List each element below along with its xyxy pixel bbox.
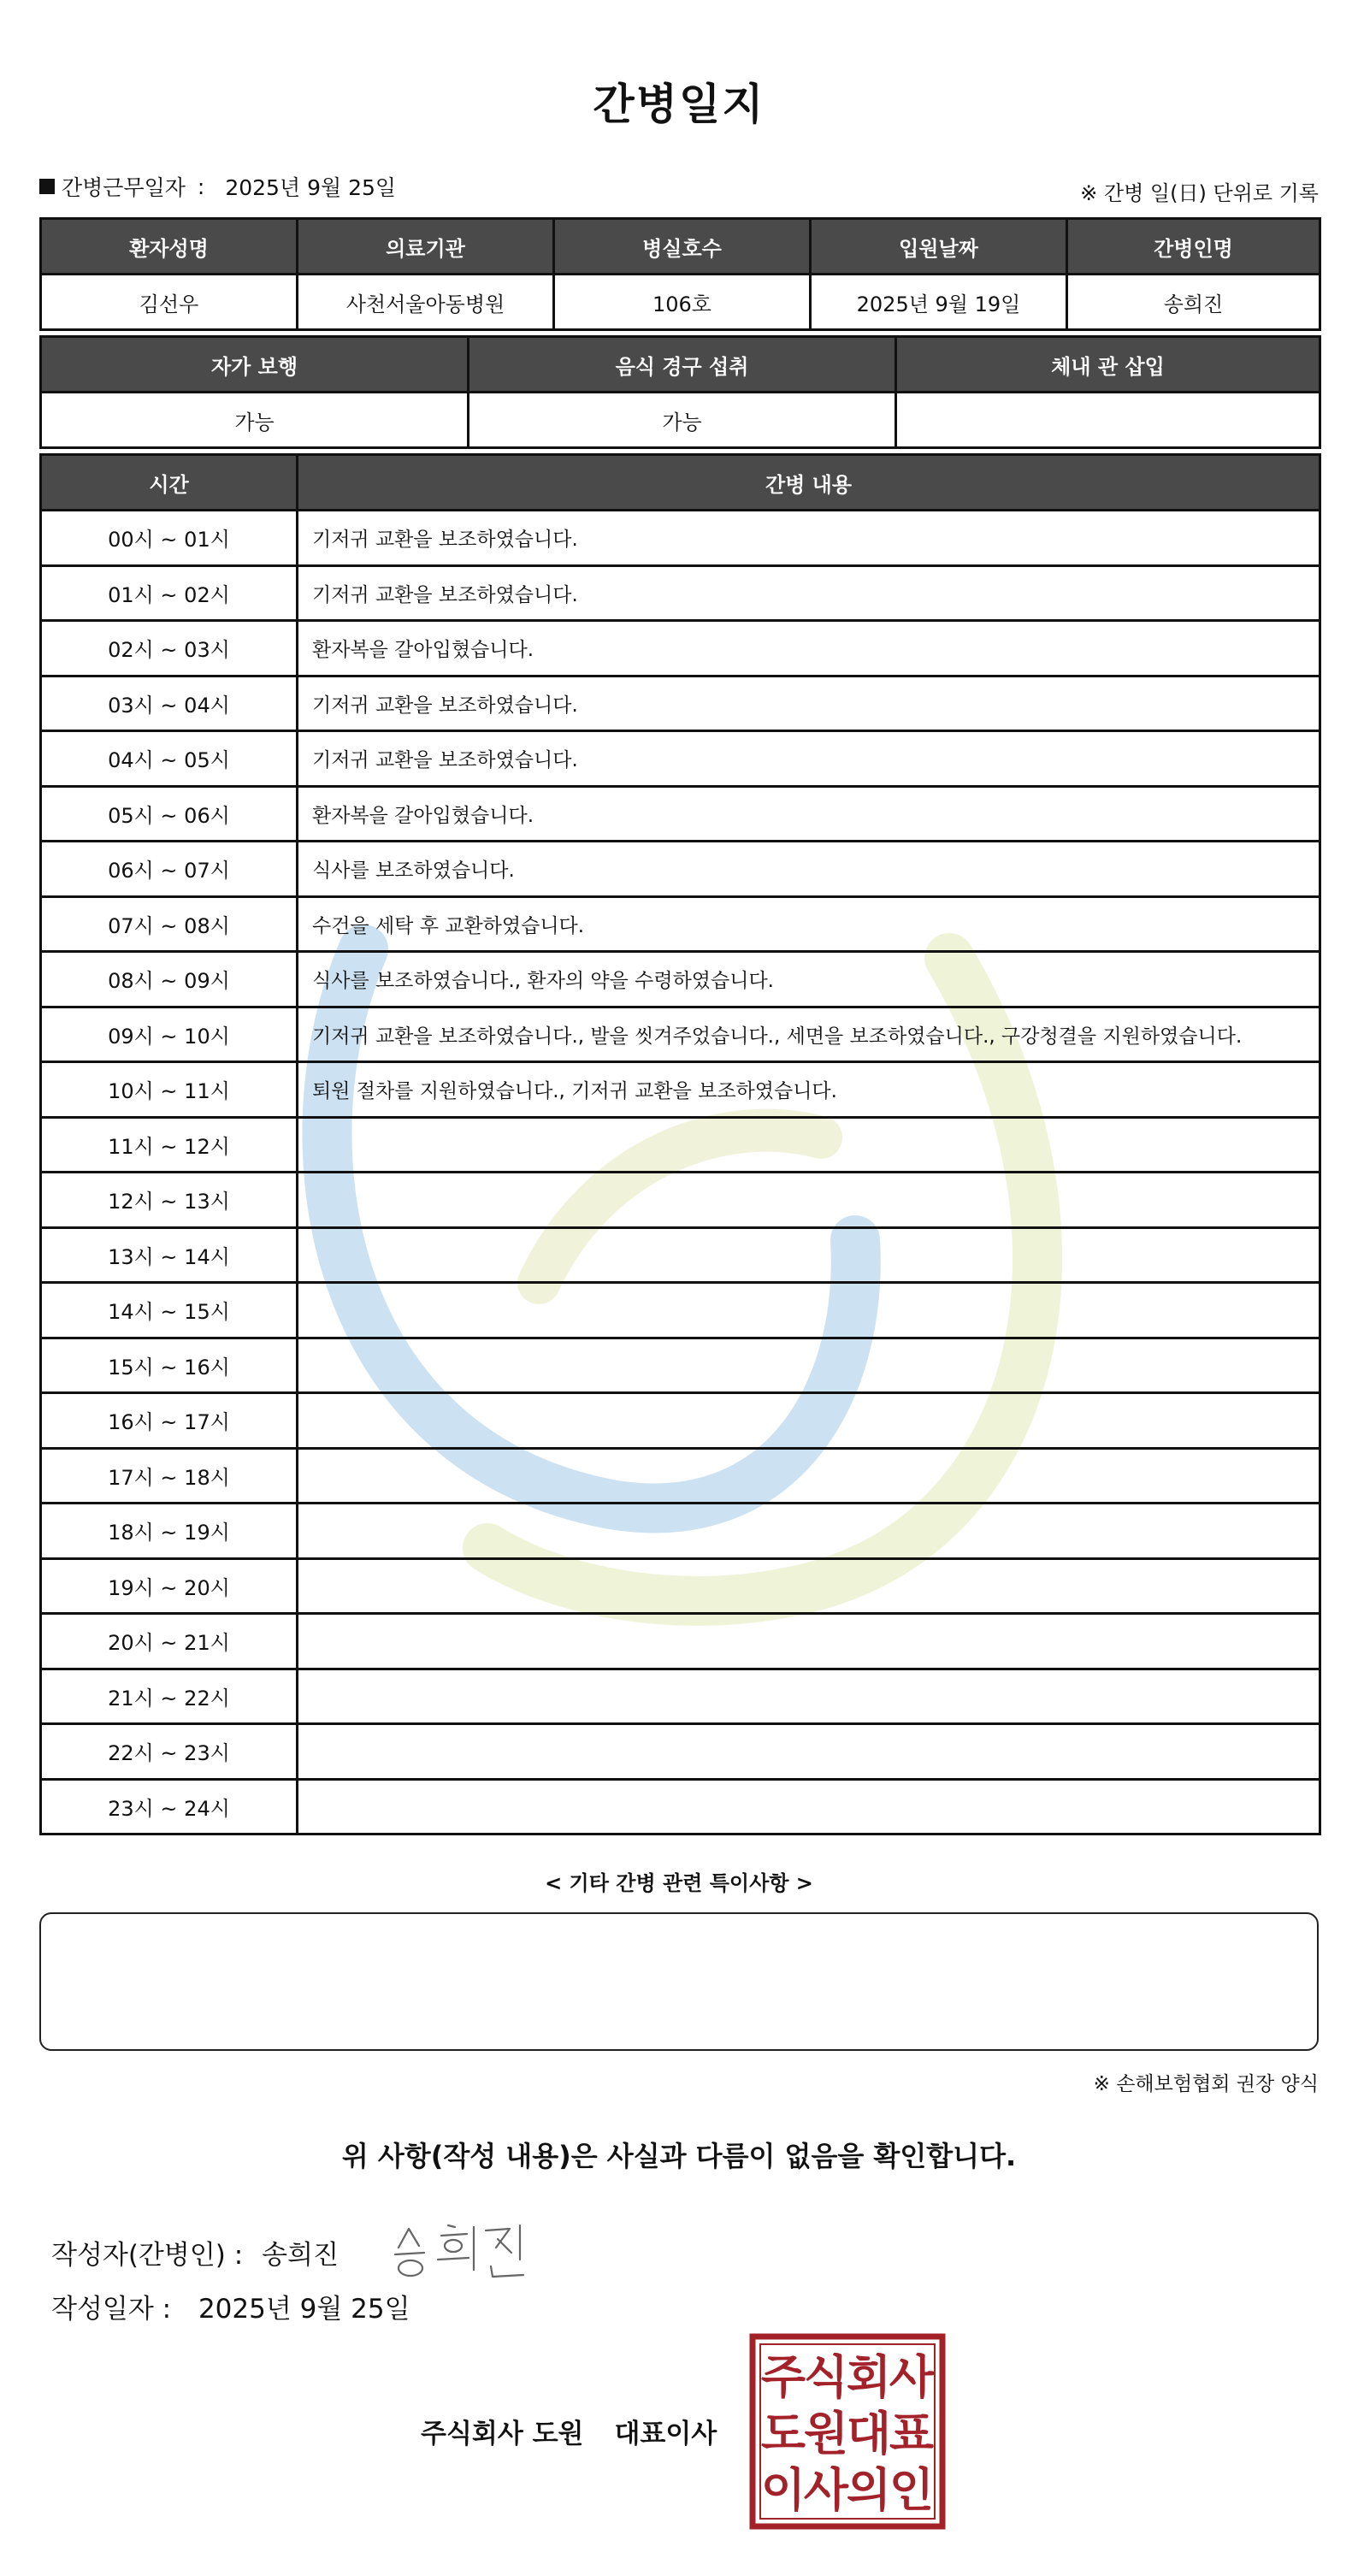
care-content-cell: 환자복을 갈아입혔습니다. <box>298 786 1320 842</box>
time-slot-cell: 01시 ~ 02시 <box>41 565 298 621</box>
header-caregiver-name: 간병인명 <box>1067 219 1320 275</box>
table-row <box>41 1007 1320 1062</box>
care-content-cell: 식사를 보조하였습니다., 환자의 약을 수령하였습니다. <box>298 952 1320 1007</box>
oral-intake-value: 가능 <box>469 393 896 448</box>
seal-character: 이 <box>760 2463 806 2517</box>
time-slot-cell: 23시 ~ 24시 <box>41 1779 298 1835</box>
care-log-rows <box>41 511 1320 1835</box>
table-row <box>41 1448 1320 1504</box>
company-name: 주식회사 도원 <box>421 2419 584 2449</box>
time-slot-cell: 18시 ~ 19시 <box>41 1504 298 1559</box>
care-content-cell <box>298 1448 1320 1504</box>
company-role: 대표이사 <box>614 2419 717 2449</box>
care-content-cell: 기저귀 교환을 보조하였습니다. <box>298 731 1320 787</box>
record-unit-note: ※ 간병 일(日) 단위로 기록 <box>1080 181 1319 205</box>
header-self-walking: 자가 보행 <box>41 337 469 393</box>
written-date-row <box>51 2287 410 2325</box>
time-slot-cell: 16시 ~ 17시 <box>41 1393 298 1449</box>
table-row <box>41 1283 1320 1338</box>
care-content-cell: 기저귀 교환을 보조하였습니다. <box>298 511 1320 566</box>
time-slot-cell: 11시 ~ 12시 <box>41 1117 298 1173</box>
time-slot-cell: 15시 ~ 16시 <box>41 1338 298 1393</box>
caregiver-name-value: 송희진 <box>1067 275 1320 330</box>
time-slot-cell: 06시 ~ 07시 <box>41 842 298 897</box>
care-content-cell: 기저귀 교환을 보조하였습니다. <box>298 565 1320 621</box>
hospital-value: 사천서울아동병원 <box>298 275 554 330</box>
seal-character: 회 <box>846 2350 892 2404</box>
time-slot-cell: 14시 ~ 15시 <box>41 1283 298 1338</box>
care-content-cell: 환자복을 갈아입혔습니다. <box>298 621 1320 676</box>
seal-character: 인 <box>889 2463 935 2517</box>
care-content-cell <box>298 1669 1320 1724</box>
care-content-cell <box>298 1724 1320 1780</box>
bullet-square-icon <box>39 179 55 194</box>
table-row <box>41 676 1320 731</box>
table-row <box>41 896 1320 952</box>
work-date-row <box>39 171 1319 205</box>
time-slot-cell: 20시 ~ 21시 <box>41 1614 298 1669</box>
special-notes-box <box>39 1912 1319 2051</box>
care-content-cell <box>298 1504 1320 1559</box>
seal-character: 도 <box>760 2407 806 2461</box>
care-content-cell <box>298 1614 1320 1669</box>
care-content-cell <box>298 1173 1320 1228</box>
table-row <box>41 1393 1320 1449</box>
time-slot-cell: 07시 ~ 08시 <box>41 896 298 952</box>
care-content-cell <box>298 1283 1320 1338</box>
table-row <box>41 1117 1320 1173</box>
time-slot-cell: 13시 ~ 14시 <box>41 1227 298 1283</box>
time-slot-cell: 05시 ~ 06시 <box>41 786 298 842</box>
table-row <box>41 731 1320 787</box>
care-content-cell <box>298 1393 1320 1449</box>
room-number-value: 106호 <box>554 275 811 330</box>
time-slot-cell: 21시 ~ 22시 <box>41 1669 298 1724</box>
tube-insertion-value <box>896 393 1320 448</box>
care-content-cell <box>298 1338 1320 1393</box>
time-slot-cell: 03시 ~ 04시 <box>41 676 298 731</box>
table-row <box>41 1062 1320 1118</box>
written-date-label: 작성일자 : <box>51 2294 172 2325</box>
self-walking-value: 가능 <box>41 393 469 448</box>
company-signature-line <box>421 2412 717 2450</box>
special-notes-title: < 기타 간병 관련 특이사항 > <box>545 1871 813 1895</box>
table-row <box>41 1669 1320 1724</box>
header-oral-intake: 음식 경구 섭취 <box>469 337 896 393</box>
header-room-number: 병실호수 <box>554 219 811 275</box>
seal-character: 원 <box>803 2407 849 2461</box>
time-slot-cell: 02시 ~ 03시 <box>41 621 298 676</box>
time-slot-cell: 17시 ~ 18시 <box>41 1448 298 1504</box>
time-slot-cell: 10시 ~ 11시 <box>41 1062 298 1118</box>
work-date-label: 간병근무일자 <box>62 175 186 200</box>
care-content-cell: 퇴원 절차를 지원하였습니다., 기저귀 교환을 보조하였습니다. <box>298 1062 1320 1118</box>
patient-status-table <box>39 335 1321 449</box>
seal-character: 표 <box>889 2407 935 2461</box>
time-slot-cell: 19시 ~ 20시 <box>41 1558 298 1614</box>
table-row <box>41 621 1320 676</box>
table-row <box>41 952 1320 1007</box>
time-slot-cell: 04시 ~ 05시 <box>41 731 298 787</box>
admission-date-value: 2025년 9월 19일 <box>811 275 1067 330</box>
time-slot-cell: 00시 ~ 01시 <box>41 511 298 566</box>
seal-character: 주 <box>760 2350 806 2404</box>
table-row <box>41 1338 1320 1393</box>
author-row <box>51 2219 535 2285</box>
time-slot-cell: 08시 ~ 09시 <box>41 952 298 1007</box>
table-row <box>41 1504 1320 1559</box>
table-row <box>41 1173 1320 1228</box>
company-seal-stamp <box>749 2333 946 2530</box>
author-name: 송희진 <box>262 2239 340 2271</box>
patient-info-table <box>39 217 1321 331</box>
table-row <box>41 1779 1320 1835</box>
care-content-cell: 기저귀 교환을 보조하였습니다., 발을 씻겨주었습니다., 세면을 보조하였습니다., 구강청결을 지원하였습니다. <box>298 1007 1320 1062</box>
hourly-care-log-table <box>39 453 1321 1835</box>
header-time: 시간 <box>41 455 298 511</box>
time-slot-cell: 22시 ~ 23시 <box>41 1724 298 1780</box>
header-patient-name: 환자성명 <box>41 219 298 275</box>
time-slot-cell: 09시 ~ 10시 <box>41 1007 298 1062</box>
work-date-separator: : <box>197 174 205 199</box>
care-content-cell <box>298 1117 1320 1173</box>
seal-character: 사 <box>803 2463 849 2517</box>
table-row <box>41 786 1320 842</box>
table-row <box>41 842 1320 897</box>
header-admission-date: 입원날짜 <box>811 219 1067 275</box>
table-row <box>41 1614 1320 1669</box>
care-content-cell <box>298 1227 1320 1283</box>
care-content-cell: 식사를 보조하였습니다. <box>298 842 1320 897</box>
table-row <box>41 1558 1320 1614</box>
patient-name-value: 김선우 <box>41 275 298 330</box>
seal-character: 식 <box>803 2350 849 2404</box>
time-slot-cell: 12시 ~ 13시 <box>41 1173 298 1228</box>
header-hospital: 의료기관 <box>298 219 554 275</box>
care-content-cell <box>298 1558 1320 1614</box>
written-date-value: 2025년 9월 25일 <box>198 2294 410 2325</box>
care-content-cell: 수건을 세탁 후 교환하였습니다. <box>298 896 1320 952</box>
author-label: 작성자(간병인) : <box>51 2239 244 2271</box>
seal-character: 의 <box>846 2463 892 2517</box>
care-content-cell: 기저귀 교환을 보조하였습니다. <box>298 676 1320 731</box>
work-date-value: 2025년 9월 25일 <box>225 175 397 200</box>
page-title: 간병일지 <box>593 80 765 129</box>
header-care-content: 간병 내용 <box>298 455 1320 511</box>
care-content-cell <box>298 1779 1320 1835</box>
header-tube-insertion: 체내 관 삽입 <box>896 337 1320 393</box>
confirmation-statement: 위 사항(작성 내용)은 사실과 다름이 없음을 확인합니다. <box>341 2140 1017 2172</box>
table-row <box>41 1724 1320 1780</box>
table-row <box>41 1227 1320 1283</box>
table-row <box>41 511 1320 566</box>
handwritten-signature <box>390 2219 535 2285</box>
association-form-note: ※ 손해보험협회 권장 양식 <box>1093 2073 1319 2095</box>
table-row <box>41 565 1320 621</box>
seal-character: 사 <box>889 2350 935 2404</box>
seal-character: 대 <box>846 2407 892 2461</box>
